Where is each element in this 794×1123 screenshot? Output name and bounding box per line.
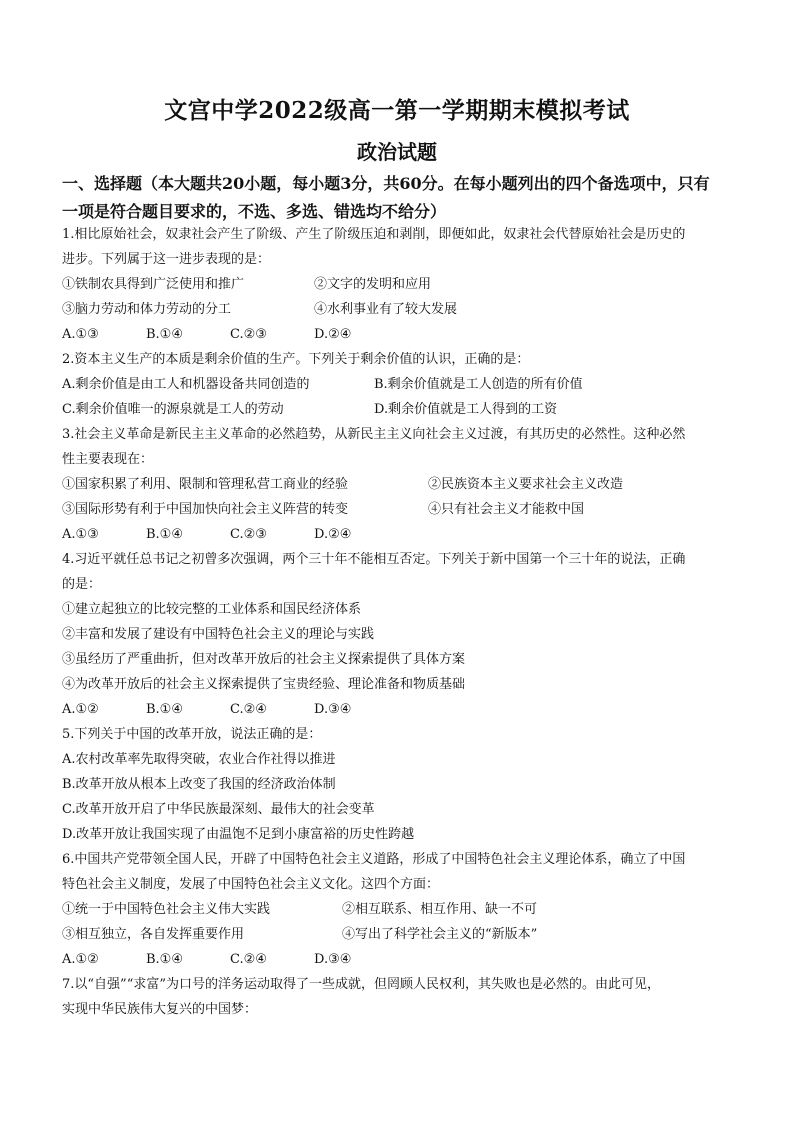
question-stem: 2.资本主义生产的本质是剩余价值的生产。下列关于剩余价值的认识，正确的是： (62, 352, 530, 367)
option-d: D.③④ (314, 702, 352, 717)
option-d: D.②④ (314, 327, 352, 342)
statement: ②文字的发明和应用 (314, 277, 432, 292)
option-a: A.①③ (62, 327, 99, 342)
option-d: D.剩余价值就是工人得到的工资 (374, 402, 558, 417)
question-stem: 4.习近平就任总书记之初曾多次强调，两个三十年不能相互否定。下列关于新中国第一个三十年的说法，正确 (62, 552, 686, 567)
statement-row (62, 272, 742, 297)
statement: ③国际形势有利于中国加快向社会主义阵营的转变 (62, 502, 349, 517)
option-a: A.①② (62, 952, 99, 967)
statement: ④写出了科学社会主义的“新版本” (342, 927, 538, 942)
question-stem: 实现中华民族伟大复兴的中国梦： (62, 1002, 258, 1017)
statement-row (62, 472, 742, 497)
question-5 (62, 722, 742, 847)
question-stem: 7.以“自强”“求富”为口号的洋务运动取得了一些成就，但罔顾人民权利，其失败也是必然的。由此可见， (62, 977, 660, 992)
question-3 (62, 422, 742, 547)
option-a: A.农村改革率先取得突破，农业合作社得以推进 (62, 752, 336, 767)
question-stem: 3.社会主义革命是新民主主义革命的必然趋势，从新民主主义向社会主义过渡，有其历史的必然性。这种必然 (62, 427, 686, 442)
statement-row (62, 897, 742, 922)
option-a: A.①② (62, 702, 99, 717)
option-b: B.①④ (146, 527, 183, 542)
statement: ④为改革开放后的社会主义探索提供了宝贵经验、理论准备和物质基础 (62, 677, 466, 692)
option-a: A.①③ (62, 527, 99, 542)
question-stem: 1.相比原始社会，奴隶社会产生了阶级、产生了阶级压迫和剥削，即便如此，奴隶社会代替原始社会是历史的 (62, 227, 686, 242)
options-row (62, 322, 742, 347)
options-row (62, 397, 742, 422)
question-6 (62, 847, 742, 972)
option-d: D.③④ (314, 952, 352, 967)
section-heading-line: 一项是符合题目要求的，不选、多选、错选均不给分） (62, 202, 447, 221)
statement-row (62, 922, 742, 947)
statement: ④水利事业有了较大发展 (314, 302, 458, 317)
question-stem: 6.中国共产党带领全国人民，开辟了中国特色社会主义道路，形成了中国特色社会主义理论体系，确立了中国 (62, 852, 686, 867)
option-b: B.①④ (146, 952, 183, 967)
statement: ①建立起独立的比较完整的工业体系和国民经济体系 (62, 602, 362, 617)
option-c: C.改革开放开启了中华民族最深刻、最伟大的社会变革 (62, 802, 375, 817)
statement-row (62, 297, 742, 322)
question-stem: 5.下列关于中国的改革开放，说法正确的是： (62, 727, 322, 742)
statement: ②民族资本主义要求社会主义改造 (428, 477, 624, 492)
option-c: C.②④ (230, 952, 267, 967)
option-b: B.①④ (146, 702, 183, 717)
option-c: C.②③ (230, 527, 267, 542)
option-d: D.改革开放让我国实现了由温饱不足到小康富裕的历史性跨越 (62, 827, 415, 842)
statement: ①统一于中国特色社会主义伟大实践 (62, 902, 271, 917)
options-row (62, 522, 742, 547)
statement: ④只有社会主义才能救中国 (428, 502, 585, 517)
statement: ①国家积累了利用、限制和管理私营工商业的经验 (62, 477, 349, 492)
question-1 (62, 222, 742, 347)
statement: ①铁制农具得到广泛使用和推广 (62, 277, 245, 292)
section-heading (62, 170, 742, 226)
question-stem: 的是： (62, 577, 102, 592)
option-b: B.剩余价值就是工人创造的所有价值 (374, 377, 583, 392)
option-d: D.②④ (314, 527, 352, 542)
option-b: B.改革开放从根本上改变了我国的经济政治体制 (62, 777, 336, 792)
exam-subject: 政治试题 (357, 140, 437, 164)
option-b: B.①④ (146, 327, 183, 342)
statement: ③脑力劳动和体力劳动的分工 (62, 302, 232, 317)
option-c: C.剩余价值唯一的源泉就是工人的劳动 (62, 402, 284, 417)
question-4 (62, 547, 742, 722)
question-stem: 特色社会主义制度，发展了中国特色社会主义文化。这四个方面： (62, 877, 440, 892)
question-2 (62, 347, 742, 422)
question-list (62, 222, 742, 1022)
options-row (62, 947, 742, 972)
statement: ②丰富和发展了建设有中国特色社会主义的理论与实践 (62, 627, 375, 642)
option-a: A.剩余价值是由工人和机器设备共同创造的 (62, 377, 310, 392)
options-row (62, 372, 742, 397)
question-stem: 性主要表现在： (62, 452, 154, 467)
section-heading-line: 一、选择题（本大题共20小题，每小题3分，共60分。在每小题列出的四个备选项中，只有 (62, 174, 710, 193)
question-stem: 进步。下列属于这一进步表现的是： (62, 252, 271, 267)
question-7 (62, 972, 742, 1022)
statement: ③虽经历了严重曲折，但对改革开放后的社会主义探索提供了具体方案 (62, 652, 466, 667)
statement-row (62, 497, 742, 522)
options-row (62, 697, 742, 722)
statement: ③相互独立，各自发挥重要作用 (62, 927, 245, 942)
exam-title: 文宫中学2022级高一第一学期期末模拟考试 (164, 97, 630, 124)
option-c: C.②③ (230, 327, 267, 342)
statement: ②相互联系、相互作用、缺一不可 (342, 902, 538, 917)
option-c: C.②④ (230, 702, 267, 717)
